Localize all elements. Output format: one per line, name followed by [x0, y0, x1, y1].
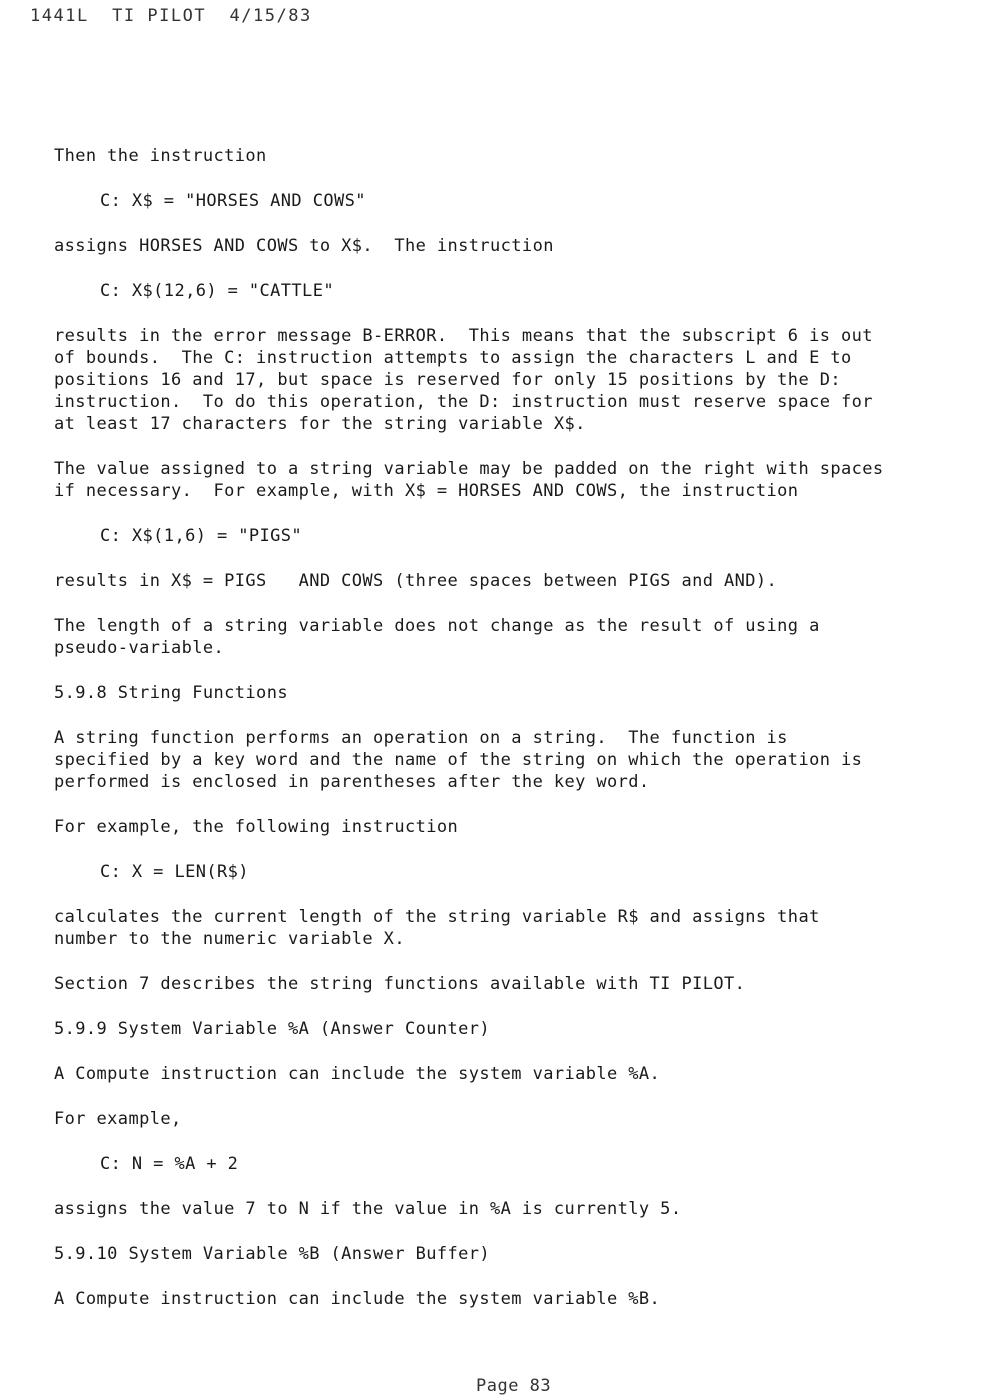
paragraph-then-instruction: Then the instruction — [54, 146, 267, 166]
paragraph-error-line-4: instruction. To do this operation, the D: instruction must reserve space for — [54, 392, 873, 412]
code-example-2: C: X$(12,6) = "CATTLE" — [100, 281, 334, 301]
paragraph-compute-percent-a: A Compute instruction can include the system variable %A. — [54, 1064, 661, 1084]
paragraph-section-7: Section 7 describes the string functions available with TI PILOT. — [54, 974, 746, 994]
code-example-1: C: X$ = "HORSES AND COWS" — [100, 191, 366, 211]
paragraph-results-pigs: results in X$ = PIGS AND COWS (three spaces between PIGS and AND). — [54, 571, 778, 591]
paragraph-for-example: For example, — [54, 1109, 182, 1129]
paragraph-error-line-1: results in the error message B-ERROR. This means that the subscript 6 is out — [54, 326, 873, 346]
paragraph-error-line-3: positions 16 and 17, but space is reserved for only 15 positions by the D: — [54, 370, 841, 390]
paragraph-calculates-line-1: calculates the current length of the string variable R$ and assigns that — [54, 907, 820, 927]
paragraph-padding-line-2: if necessary. For example, with X$ = HORSES AND COWS, the instruction — [54, 481, 799, 501]
paragraph-error-line-2: of bounds. The C: instruction attempts to assign the characters L and E to — [54, 348, 852, 368]
page-header — [30, 6, 312, 26]
paragraph-error-line-5: at least 17 characters for the string variable X$. — [54, 414, 586, 434]
header-doc-id: 1441L — [30, 6, 89, 26]
paragraph-length-line-2: pseudo-variable. — [54, 638, 225, 658]
paragraph-calculates-line-2: number to the numeric variable X. — [54, 929, 405, 949]
page-number: Page 83 — [476, 1376, 552, 1396]
paragraph-assigns-value-7: assigns the value 7 to N if the value in %A is currently 5. — [54, 1199, 682, 1219]
code-example-5: C: N = %A + 2 — [100, 1154, 239, 1174]
paragraph-padding-line-1: The value assigned to a string variable may be padded on the right with spaces — [54, 459, 884, 479]
paragraph-string-function-line-2: specified by a key word and the name of the string on which the operation is — [54, 750, 863, 770]
paragraph-compute-percent-b: A Compute instruction can include the system variable %B. — [54, 1289, 661, 1309]
paragraph-for-example-following: For example, the following instruction — [54, 817, 459, 837]
section-heading-string-functions: 5.9.8 String Functions — [54, 683, 288, 703]
section-heading-answer-buffer: 5.9.10 System Variable %B (Answer Buffer) — [54, 1244, 491, 1264]
section-heading-answer-counter: 5.9.9 System Variable %A (Answer Counter) — [54, 1019, 491, 1039]
paragraph-length-line-1: The length of a string variable does not change as the result of using a — [54, 616, 820, 636]
paragraph-string-function-line-3: performed is enclosed in parentheses after the key word. — [54, 772, 650, 792]
header-date: 4/15/83 — [229, 6, 312, 26]
header-product: TI PILOT — [112, 6, 207, 26]
paragraph-string-function-line-1: A string function performs an operation on a string. The function is — [54, 728, 788, 748]
code-example-3: C: X$(1,6) = "PIGS" — [100, 526, 303, 546]
code-example-4: C: X = LEN(R$) — [100, 862, 249, 882]
paragraph-assigns-horses: assigns HORSES AND COWS to X$. The instruction — [54, 236, 554, 256]
